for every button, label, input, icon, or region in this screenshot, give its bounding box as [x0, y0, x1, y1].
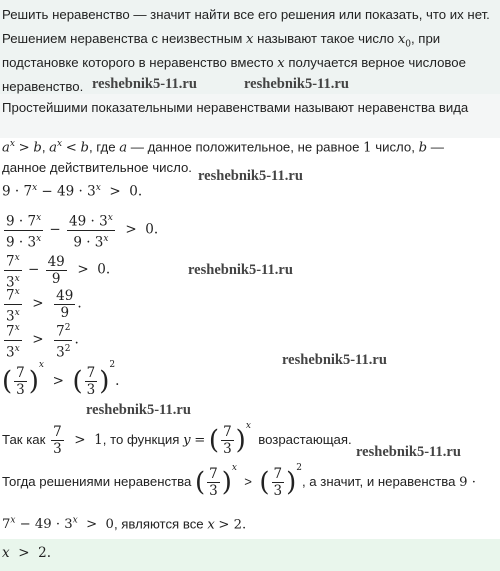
definition-line-3: подстановке которого в неравенство вместо x получается верное числовое: [2, 55, 466, 71]
definition-line-4: неравенство.: [2, 79, 84, 94]
simplest-line-3: данное действительное число.: [2, 160, 192, 175]
step-2: $\frac{9 \cdot 7^x}{9 \cdot 3^x}$ − $\frac{49 \cdot 3^x}{9 \cdot 3^x}$ > 0.: [2, 210, 158, 250]
answer-box: [0, 539, 500, 571]
definition-line-1: Решить неравенство — значит найти все его решения или показать, что их нет.: [2, 7, 490, 22]
watermark: reshebnik5-11.ru: [92, 76, 197, 92]
answer: x > 2.: [2, 545, 51, 561]
definition-line-2: Решением неравенства с неизвестным x называют такое число $x_0$, при: [2, 31, 441, 50]
watermark: reshebnik5-11.ru: [188, 262, 293, 278]
step-6: ( $\frac{7}{3}$ )$^x$ > ( $\frac{7}{3}$ )$^2$.: [2, 360, 120, 398]
step-5: $\frac{7^x}{3^x}$ > $\frac{7^2}{3^2}$ .: [2, 320, 79, 360]
watermark: reshebnik5-11.ru: [244, 76, 349, 92]
simplest-line-1: Простейшими показательными неравенствами называют неравенства вида: [2, 100, 469, 115]
since-line: Так как $\frac{7}{3}$ > 1, то функция y = ( $\frac{7}{3}$ )$^x$ возрастающая.: [2, 421, 352, 457]
then-line-2: $7^x - 49 \cdot 3^x > 0$, являются все x > 2.: [2, 516, 247, 533]
watermark: reshebnik5-11.ru: [282, 352, 387, 368]
watermark: reshebnik5-11.ru: [356, 444, 461, 460]
step-4: $\frac{7^x}{3^x}$ > $\frac{49}{9}$ .: [2, 284, 82, 324]
watermark: reshebnik5-11.ru: [86, 402, 191, 418]
step-1: $9 \cdot 7^x - 49 \cdot 3^x > 0$.: [2, 183, 143, 200]
then-line: Тогда решениями неравенства ( $\frac{7}{3}$ )$^x$ > ( $\frac{7}{3}$ )$^2$, а значит, и неравенства 9 ·: [2, 463, 476, 499]
simplest-line-2: $a^x > b$, $a^x < b$, где a — данное положительное, не равное 1 число, b —: [2, 139, 444, 156]
step-3: $\frac{7^x}{3^x}$ − $\frac{49}{9}$ > 0.: [2, 250, 110, 290]
watermark: reshebnik5-11.ru: [198, 168, 303, 184]
